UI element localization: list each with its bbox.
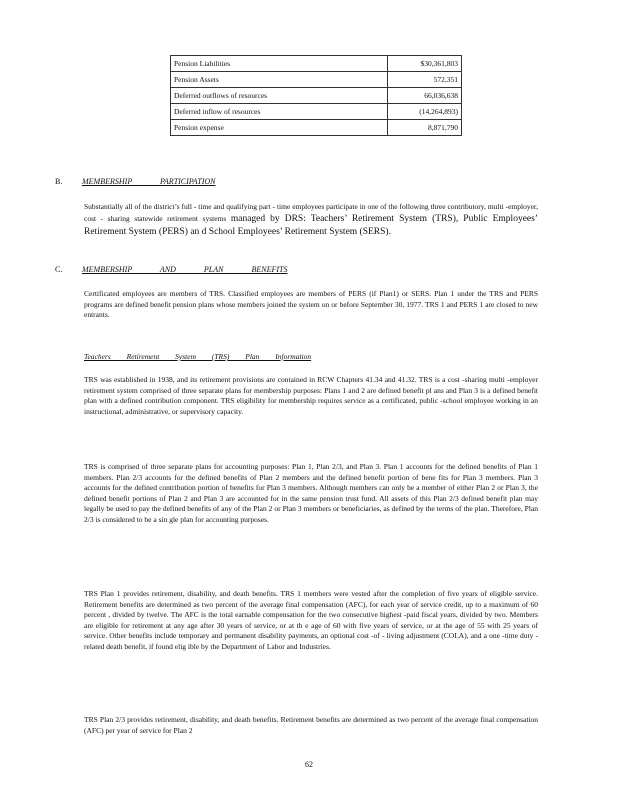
pension-table-row [171,88,462,104]
pension-item-label: Deferred inflow of resources [171,104,388,120]
pension-item-value: 8,871,790 [388,120,462,136]
section-c-letter: C. [55,265,63,274]
pension-item-label: Pension Liabilities [171,56,388,72]
section-b-paragraph [84,202,538,239]
pension-table-row [171,56,462,72]
pension-table-row [171,120,462,136]
pension-item-label: Pension Assets [171,72,388,88]
section-c-title: MEMBERSHIP AND PLAN BENEFITS [82,265,288,274]
pension-table-row [171,72,462,88]
trs-paragraph-4: TRS Plan 2/3 provides retirement, disability, and death benefits. Retirement benefits are determined as two percent of the average final compensation (AFC) per year of service for Plan 2 [84,715,538,735]
trs-paragraph-1: TRS was established in 1938, and its retirement provisions are contained in RCW Chapters 41.34 and 41.32. TRS is a cost -sharing multi -employer retirement system comprised of three separate plans for membership purposes: Plans 1 and 2 are defined benefit pl ans and Plan 3 is a defined benefit plan with a defined contribution component. TRS eligibility for membership requires service as a certificated, public -school employee working in an instructional, administrative, or supervisory capacity. [84,375,538,416]
page-number: 62 [305,760,313,769]
pension-item-label: Pension expense [171,120,388,136]
section-b-letter: B. [55,177,63,186]
section-c-paragraph: Certificated employees are members of TRS. Classified employees are members of PERS (if Plan1) or SERS. Plan 1 under the TRS and PERS programs are defined benefit pension plans whose members joined the system on or before September 30, 1977. TRS 1 and PERS 1 are closed to new entrants. [84,289,538,320]
section-b-text: Substantially all of the district’s full - time and qualifying part - time employees participate in one of the following three contributory, multi -employer, cost - sharing statewide retirement systems [84,202,538,223]
pension-table-row [171,104,462,120]
section-b-title: MEMBERSHIP PARTICIPATION [82,177,216,186]
trs-plan-information-subheading: Teachers Retirement System (TRS) Plan Information [84,352,312,361]
trs-paragraph-3: TRS Plan 1 provides retirement, disability, and death benefits. TRS 1 members were vested after the completion of five years of eligible service. Retirement benefits are determined as two percent of the average final compensation (AFC), for each year of service credit, up to a maximum of 60 percent , divided by twelve. The AFC is the total earnable compensation for the two consecutive highest -paid fiscal years, divided by two. Members are eligible for retirement at any age after 30 years of service, or at th e age of 60 with five years of service, or at the age of 55 with 25 years of service. Other benefits include temporary and permanent disability payments, an optional cost -of - living adjustment (COLA), and a one -time duty -related death benefit, if found elig ible by the Department of Labor and Industries. [84,589,538,651]
pension-item-value: 572,351 [388,72,462,88]
pension-item-value: 66,036,638 [388,88,462,104]
pension-item-label: Deferred outflows of resources [171,88,388,104]
pension-item-value: $30,361,803 [388,56,462,72]
trs-paragraph-2: TRS is comprised of three separate plans for accounting purposes: Plan 1, Plan 2/3, and Plan 3. Plan 1 accounts for the defined benefits of Plan 1 members. Plan 2/3 accounts for the defined benefits of Plan 2 members and the defined benefit portion of bene fits for Plan 3 members. Plan 3 accounts for the defined contribution portion of benefits for Plan 3 members. Although members can only be a member of either Plan 2 or Plan 3, the defined benefit portions of Plan 2 and Plan 3 are accounted for in the same pension trust fund. All assets of this Plan 2/3 defined benefit plan may legally be used to pay the defined benefits of any of the Plan 2 or Plan 3 members or beneficiaries, as defined by the terms of the plan. Therefore, Plan 2/3 is considered to be a sin gle plan for accounting purposes. [84,462,538,524]
pension-summary-table [170,55,462,136]
pension-item-value: (14,264,893) [388,104,462,120]
section-b-text-large: managed by DRS: Teachers’ Retirement System (TRS), Public Employees’ Retirement System (PERS) an d School Employees’ Retirement System (SERS). [84,213,538,237]
